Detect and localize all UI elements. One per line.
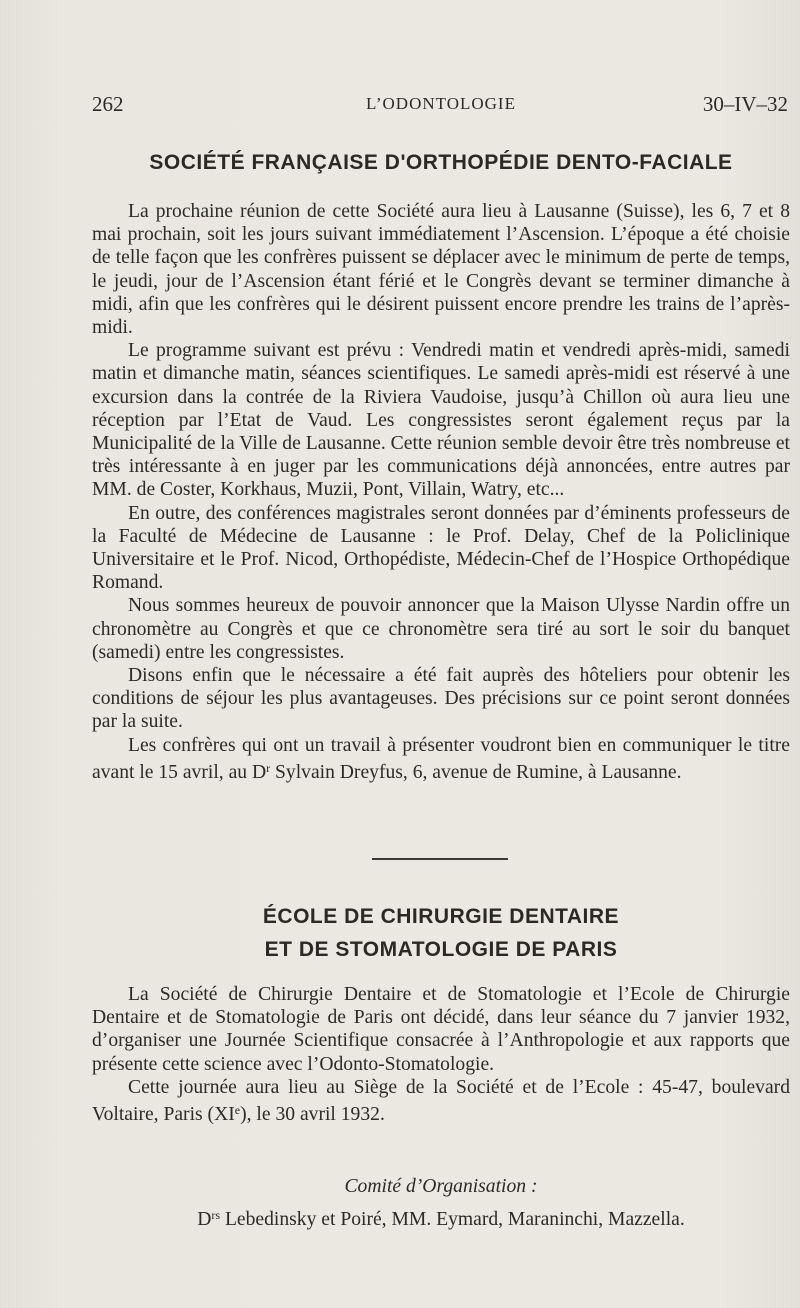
section-title-orthopedie: SOCIÉTÉ FRANÇAISE D'ORTHOPÉDIE DENTO-FACIALE: [149, 151, 733, 174]
section-body-orthopedie: [92, 200, 790, 784]
paragraph: [92, 734, 790, 784]
page-number: 262: [92, 92, 124, 116]
paragraph: [92, 1076, 790, 1126]
issue-date: 30–IV–32: [702, 92, 788, 116]
section-title-ecole-line2: ET DE STOMATOLOGIE DE PARIS: [264, 938, 618, 961]
paragraph: Le programme suivant est prévu : Vendredi matin et vendredi après-midi, samedi matin et dimanche matin, séances scientifiques. Le samedi après-midi est réservé à une excursion dans la contrée de la Riviera Vaudoise, jusqu’à Chillon où aura lieu une réception par l’Etat de Vaud. Les congressistes seront également reçus par la Municipalité de la Ville de Lausanne. Cette réunion semble devoir être très nombreuse et très intéressante à en juger par les communications déjà annoncées, entre autres par MM. de Coster, Korkhaus, Muzii, Pont, Villain, Watry, etc...: [92, 340, 790, 501]
paragraph: La Société de Chirurgie Dentaire et de Stomatologie et l’Ecole de Chirurgie Dentaire et de Stomatologie de Paris ont décidé, dans leur séance du 7 janvier 1932, d’organiser une Journée Scientifique consacrée à l’Anthropologie et aux rapports que présente cette science avec l’Odonto-Stomatologie.: [92, 984, 790, 1075]
journal-title: L’ODONTOLOGIE: [366, 94, 516, 113]
paragraph: La prochaine réunion de cette Société aura lieu à Lausanne (Suisse), les 6, 7 et 8 mai prochain, soit les jours suivant immédiatement l’Ascension. L’époque a été choisie de telle façon que les confrères puissent se déplacer avec le minimum de perte de temps, le jeudi, jour de l’Ascension étant férié et le Congrès devant se terminer dimanche à midi, afin que les confrères qui le désirent puissent encore prendre les trains de l’après-midi.: [92, 201, 790, 339]
committee-heading: Comité d’Organisation :: [344, 1176, 538, 1197]
text-run: Sylvain Dreyfus, 6, avenue de Rumine, à Lausanne.: [270, 761, 682, 783]
section-divider: [372, 858, 508, 860]
paragraph: En outre, des conférences magistrales seront données par d’éminents professeurs de la Faculté de Médecine de Lausanne : le Prof. Delay, Chef de la Policlinique Universitaire et le Prof. Nicod, Orthopédiste, Médecin-Chef de l’Hospice Orthopédique Romand.: [92, 502, 790, 594]
text-run: D: [197, 1209, 212, 1230]
text-run: Les confrères qui ont un travail à présenter voudront bien en communiquer le titre avant le 15 avril, au D: [92, 734, 790, 783]
superscript: e: [234, 1103, 241, 1118]
superscript: rs: [211, 1208, 221, 1222]
paragraph: Nous sommes heureux de pouvoir annoncer que la Maison Ulysse Nardin offre un chronomètre au Congrès et que ce chronomètre sera tiré au sort le soir du banquet (samedi) entre les congressistes.: [92, 595, 790, 663]
committee-members: [92, 1208, 790, 1231]
running-head: [92, 92, 790, 118]
text-run: Cette journée aura lieu au Siège de la Société et de l’Ecole : 45-47, boulevard Voltaire, Paris (XI: [92, 1076, 790, 1126]
section-body-ecole: [92, 983, 790, 1126]
text-run: Lebedinsky et Poiré, MM. Eymard, Maraninchi, Mazzella.: [220, 1209, 685, 1230]
paragraph: Disons enfin que le nécessaire a été fait auprès des hôteliers pour obtenir les conditions de séjour les plus avantageuses. Des précisions sur ce point seront données par la suite.: [92, 665, 790, 733]
section-title-ecole-line1: ÉCOLE DE CHIRURGIE DENTAIRE: [262, 905, 620, 928]
text-run: ), le 30 avril 1932.: [240, 1104, 385, 1126]
superscript: r: [266, 760, 271, 775]
